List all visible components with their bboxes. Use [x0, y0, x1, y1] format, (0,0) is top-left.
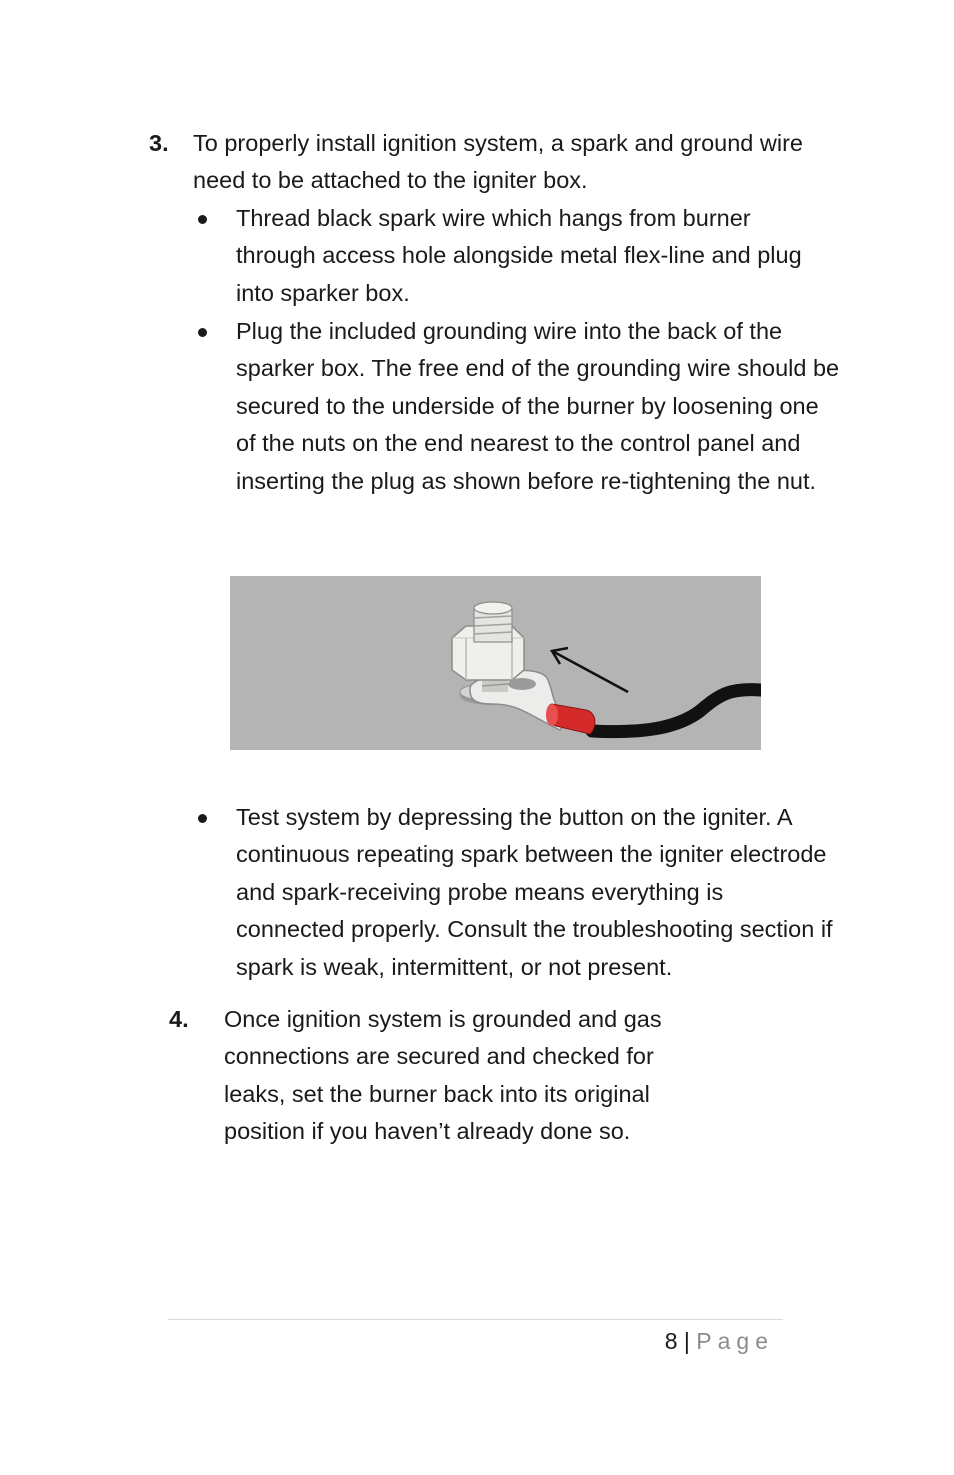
bullet-item [0, 799, 954, 989]
step-3 [0, 0, 954, 200]
page-number: 8 [664, 1328, 678, 1354]
page-footer [665, 1326, 774, 1356]
bullet-icon [198, 215, 207, 224]
footer-divider [168, 1319, 783, 1320]
bullet-icon [198, 814, 207, 823]
step-text: To properly install ignition system, a spark and ground wire need to be attached to the igniter box. [193, 130, 803, 194]
bullet-icon [198, 328, 207, 337]
page-label: Page [696, 1328, 774, 1354]
step-number: 4. [169, 1006, 189, 1032]
bolt-nut-ring-terminal-illustration [230, 576, 761, 750]
ground-terminal-figure [230, 576, 761, 750]
bullet-item [0, 313, 954, 543]
step-text: Once ignition system is grounded and gas connections are secured and checked for leaks, set the burner back into its original position if you haven’t already done so. [224, 1006, 662, 1145]
bullet-text: Test system by depressing the button on the igniter. A continuous repeating spark between the igniter electrode and spark-receiving probe means everything is connected properly. Consult the troubleshooting section if spark is weak, intermittent, or not present. [236, 804, 833, 980]
bullet-item [0, 200, 954, 310]
bullet-text: Plug the included grounding wire into the back of the sparker box. The free end of the grounding wire should be secured to the underside of the burner by loosening one of the nuts on the end nearest to the control panel and inserting the plug as shown before re-tightening the nut. [236, 318, 840, 494]
bullet-text: Thread black spark wire which hangs from burner through access hole alongside metal flex-line and plug into sparker box. [236, 205, 802, 306]
footer-separator: | [683, 1328, 690, 1354]
step-number: 3. [149, 130, 169, 156]
